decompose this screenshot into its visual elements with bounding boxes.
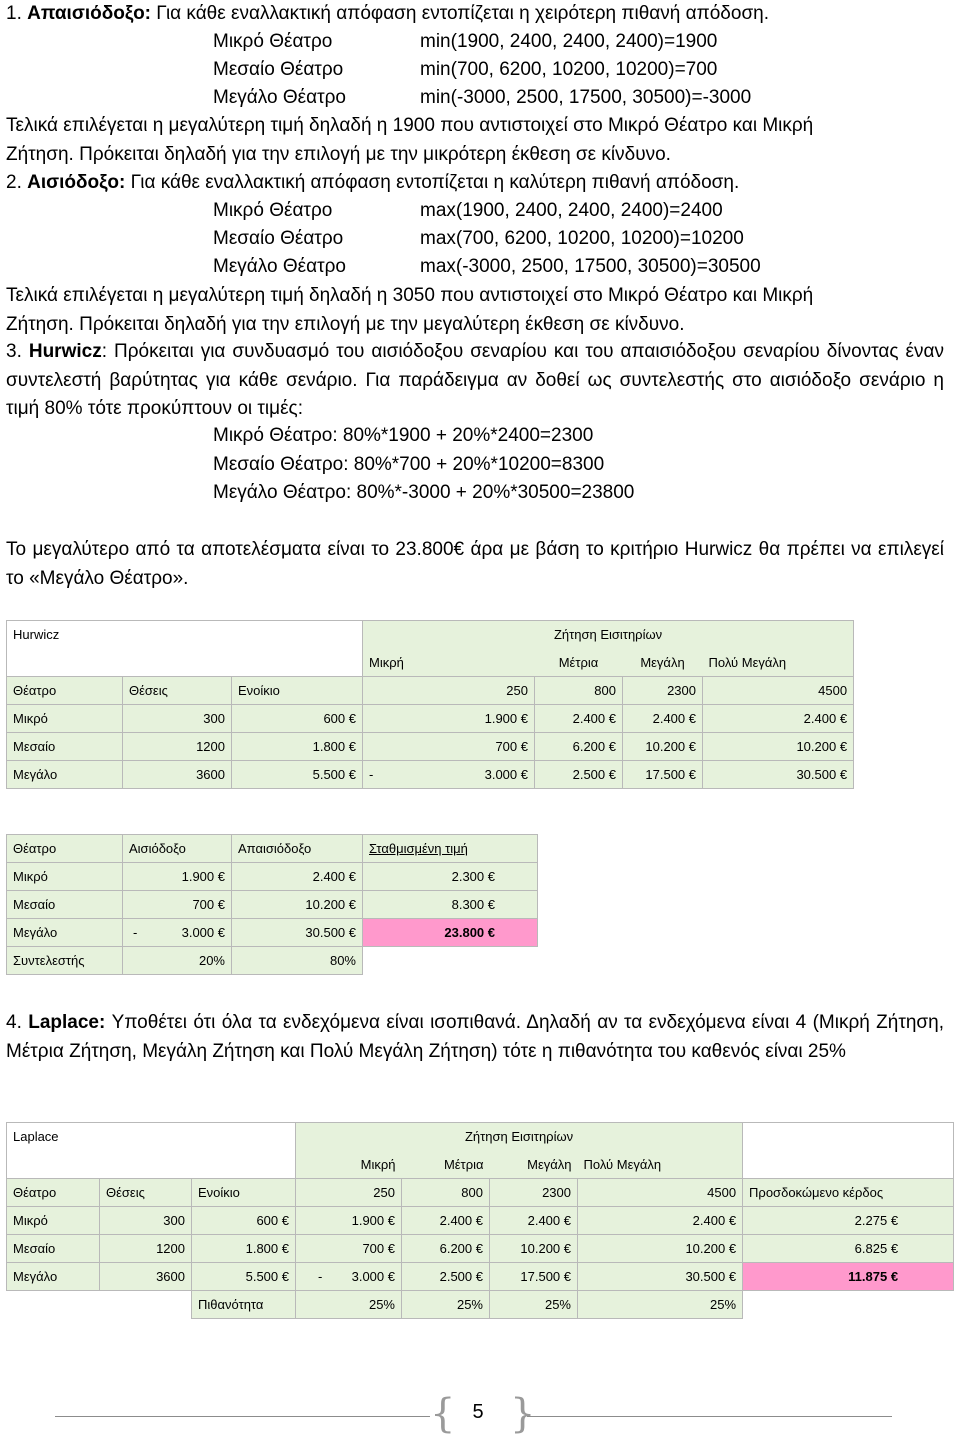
cell: Μικρό — [7, 705, 123, 733]
cell: 5.500 € — [192, 1263, 296, 1291]
table-row — [7, 1235, 954, 1263]
section-4-paragraph: 4. Laplace: Υποθέτει ότι όλα τα ενδεχόμενα είναι ισοπιθανά. Δηλαδή αν τα ενδεχόμενα είναι 4 (Μικρή Ζήτηση, Μέτρια Ζήτηση, Μεγάλη Ζήτηση και Πολύ Μεγάλη Ζήτηση) τότε η πιθανότητα του καθενός είναι 25% — [6, 1012, 945, 1062]
cell: 1.900 € — [296, 1207, 402, 1235]
col-header: Θέσεις — [100, 1179, 192, 1207]
weighted-value-table — [6, 834, 538, 975]
table-row — [7, 1179, 954, 1207]
cell: 700 € — [123, 891, 232, 919]
right-brace-icon: } — [510, 1391, 536, 1437]
demand-very-high: Πολύ Μεγάλη — [703, 649, 854, 677]
table-row — [7, 891, 538, 919]
col-header: Ενοίκιο — [232, 677, 363, 705]
laplace-table — [6, 1122, 954, 1319]
max-expected-profit: 11.875 € — [743, 1263, 954, 1291]
cell: 10.200 € — [578, 1235, 743, 1263]
col-header: 250 — [363, 677, 535, 705]
col-header: 4500 — [578, 1179, 743, 1207]
demand-medium: Μέτρια — [535, 649, 623, 677]
col-header: Αισιόδοξο — [123, 835, 232, 863]
col-header: 2300 — [623, 677, 703, 705]
demand-low: Μικρή — [363, 649, 535, 677]
col-header: Σταθμισμένη τιμή — [363, 835, 538, 863]
table-row — [7, 677, 854, 705]
demand-high: Μεγάλη — [490, 1151, 578, 1179]
table-row — [7, 1151, 954, 1179]
left-brace-icon: { — [430, 1391, 456, 1437]
cell: 2.400 € — [490, 1207, 578, 1235]
demand-group-header: Ζήτηση Εισιτηρίων — [296, 1123, 743, 1151]
table-title: Laplace — [7, 1123, 100, 1151]
minus-sign: - — [369, 767, 374, 782]
col-header: 2300 — [490, 1179, 578, 1207]
col-header: Ενοίκιο — [192, 1179, 296, 1207]
table-row — [7, 863, 538, 891]
section-3-conclusion: Το μεγαλύτερο από τα αποτελέσματα είναι το 23.800€ άρα με βάση το κριτήριο Hurwicz θα πρέπει να επιλεγεί το «Μεγάλο Θέατρο». — [6, 539, 944, 589]
col-header: Θέατρο — [7, 677, 123, 705]
cell: 2.400 € — [703, 705, 854, 733]
coefficient-pessimistic: 80% — [232, 947, 363, 975]
demand-group-header: Ζήτηση Εισιτηρίων — [363, 621, 854, 649]
hurwicz-line-small: Μικρό Θέατρο: 80%*1900 + 20%*2400=2300 — [213, 425, 594, 446]
cell: Μεγάλο — [7, 919, 123, 947]
cell: 30.500 € — [232, 919, 363, 947]
table-row — [7, 761, 854, 789]
cell: 300 — [123, 705, 232, 733]
demand-low: Μικρή — [296, 1151, 402, 1179]
cell: Μεσαίο — [7, 891, 123, 919]
cell: 1200 — [100, 1235, 192, 1263]
cell: 10.200 € — [232, 891, 363, 919]
coefficient-optimistic: 20% — [123, 947, 232, 975]
demand-medium: Μέτρια — [402, 1151, 490, 1179]
cell: 3600 — [100, 1263, 192, 1291]
probability-cell: 25% — [402, 1291, 490, 1319]
col-header: Θέατρο — [7, 835, 123, 863]
table-row — [7, 919, 538, 947]
cell: 2.500 € — [535, 761, 623, 789]
cell: 6.200 € — [402, 1235, 490, 1263]
cell: Μεσαίο — [7, 733, 123, 761]
col-header: Απαισιόδοξο — [232, 835, 363, 863]
cell: 1200 — [123, 733, 232, 761]
probability-cell: 25% — [578, 1291, 743, 1319]
footer-rule-right — [527, 1416, 892, 1417]
col-header: Προσδοκώμενο κέρδος — [743, 1179, 954, 1207]
cell: 2.400 € — [578, 1207, 743, 1235]
col-header: 800 — [402, 1179, 490, 1207]
cell: 5.500 € — [232, 761, 363, 789]
col-header: 800 — [535, 677, 623, 705]
minus-sign: - — [133, 925, 138, 940]
cell-value: 3.000 € — [352, 1269, 395, 1284]
hurwicz-line-medium: Μεσαίο Θέατρο: 80%*700 + 20%*10200=8300 — [213, 454, 605, 475]
cell — [363, 761, 535, 789]
table-row — [7, 649, 854, 677]
hurwicz-table — [6, 620, 854, 789]
cell: Μεγάλο — [7, 761, 123, 789]
col-header: Θέατρο — [7, 1179, 100, 1207]
cell: 2.275 € — [743, 1207, 954, 1235]
table-row — [7, 835, 538, 863]
cell: 17.500 € — [490, 1263, 578, 1291]
cell: Μικρό — [7, 1207, 100, 1235]
cell: 600 € — [232, 705, 363, 733]
probability-label: Πιθανότητα — [192, 1291, 296, 1319]
cell: 1.800 € — [192, 1235, 296, 1263]
cell: 300 — [100, 1207, 192, 1235]
cell: 3600 — [123, 761, 232, 789]
table-row — [7, 1123, 954, 1151]
table-row — [7, 705, 854, 733]
probability-cell: 25% — [490, 1291, 578, 1319]
section-1-heading: 1. Απαισιόδοξο: Για κάθε εναλλακτική απόφαση εντοπίζεται η χειρότερη πιθανή απόδοση. — [6, 3, 770, 24]
table-row — [7, 733, 854, 761]
cell — [296, 1263, 402, 1291]
cell: 30.500 € — [578, 1263, 743, 1291]
col-header: 250 — [296, 1179, 402, 1207]
cell-value: 3.000 € — [485, 767, 528, 782]
minus-sign: - — [318, 1269, 323, 1284]
cell: 700 € — [296, 1235, 402, 1263]
col-header: 4500 — [703, 677, 854, 705]
cell: Μεσαίο — [7, 1235, 100, 1263]
cell: Μεγάλο — [7, 1263, 100, 1291]
cell: 2.400 € — [402, 1207, 490, 1235]
cell: 2.400 € — [535, 705, 623, 733]
section-2-heading: 2. Αισιόδοξο: Για κάθε εναλλακτική απόφαση εντοπίζεται η καλύτερη πιθανή απόδοση. — [6, 172, 740, 193]
cell: 2.500 € — [402, 1263, 490, 1291]
table-title: Hurwicz — [7, 621, 123, 649]
hurwicz-line-large: Μεγάλο Θέατρο: 80%*-3000 + 20%*30500=23800 — [213, 482, 635, 503]
coefficient-label: Συντελεστής — [7, 947, 123, 975]
table-row — [7, 947, 538, 975]
col-header: Θέσεις — [123, 677, 232, 705]
cell: 1.900 € — [123, 863, 232, 891]
cell: 6.200 € — [535, 733, 623, 761]
section-3-paragraph: 3. Hurwicz: Πρόκειται για συνδυασμό του αισιόδοξου σεναρίου και του απαισιόδοξου σεναρίου δίνοντας έναν συντελεστή βαρύτητας για κάθε σενάριο. Για παράδειγμα αν δοθεί ως συντελεστής στο αισιόδοξο σενάριο η τιμή 80% τότε προκύπτουν οι τιμές: — [6, 341, 944, 419]
cell: 600 € — [192, 1207, 296, 1235]
max-weighted-value: 23.800 € — [363, 919, 538, 947]
table-row — [7, 1291, 954, 1319]
cell-value: 3.000 € — [182, 925, 225, 940]
cell: 1.900 € — [363, 705, 535, 733]
cell: 2.400 € — [623, 705, 703, 733]
page-number: 5 — [472, 1401, 484, 1423]
cell: 2.300 € — [363, 863, 538, 891]
demand-high: Μεγάλη — [623, 649, 703, 677]
cell: Μικρό — [7, 863, 123, 891]
cell: 2.400 € — [232, 863, 363, 891]
probability-cell: 25% — [296, 1291, 402, 1319]
section-2-conclusion: Τελικά επιλέγεται η μεγαλύτερη τιμή δηλαδή η 3050 που αντιστοιχεί στο Μικρό Θέατρο και Μικρή Ζήτηση. Πρόκειται δηλαδή για την επιλογή με την μεγαλύτερη έκθεση σε κίνδυνο. — [6, 285, 814, 335]
table-row — [7, 1207, 954, 1235]
cell: 30.500 € — [703, 761, 854, 789]
cell: 700 € — [363, 733, 535, 761]
section-1-conclusion: Τελικά επιλέγεται η μεγαλύτερη τιμή δηλαδή η 1900 που αντιστοιχεί στο Μικρό Θέατρο και Μικρή Ζήτηση. Πρόκειται δηλαδή για την επιλογή με την μικρότερη έκθεση σε κίνδυνο. — [6, 115, 814, 165]
cell: 10.200 € — [623, 733, 703, 761]
cell: 10.200 € — [490, 1235, 578, 1263]
demand-very-high: Πολύ Μεγάλη — [578, 1151, 743, 1179]
cell: 10.200 € — [703, 733, 854, 761]
cell: 1.800 € — [232, 733, 363, 761]
table-row — [7, 621, 854, 649]
footer-rule-left — [55, 1416, 430, 1417]
table-row — [7, 1263, 954, 1291]
cell: 17.500 € — [623, 761, 703, 789]
cell: 8.300 € — [363, 891, 538, 919]
cell: 6.825 € — [743, 1235, 954, 1263]
cell — [123, 919, 232, 947]
